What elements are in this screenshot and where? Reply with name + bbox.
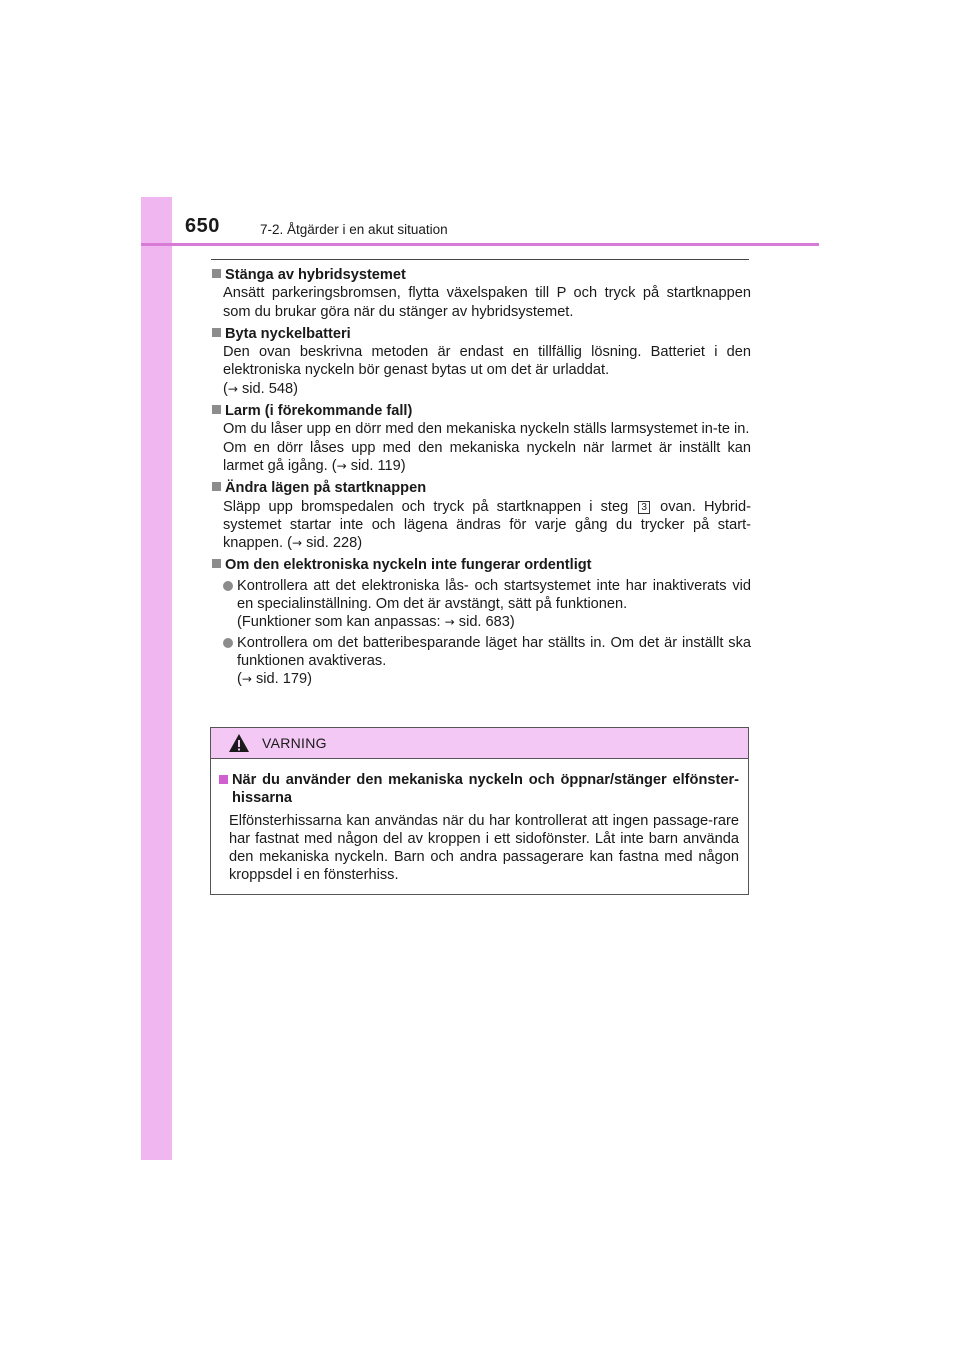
section-body: Släpp upp bromspedalen och tryck på startknappen i steg 3 ovan. Hybrid-systemet startar inte och lägena ändras för varje gång du trycker på start-knappen. (→ sid. 228) (223, 498, 751, 552)
section-hybrid-off (211, 266, 751, 321)
reference-link[interactable]: sid. 228 (306, 535, 358, 552)
arrow-right-icon: → (241, 672, 252, 687)
section-body: Om du låser upp en dörr med den mekaniska nyckeln ställs larmsystemet in-te in. Om en dörr låses upp med den mekaniska nyckeln när larmet är inställt kan larmet gå igång. (→ sid. 119) (223, 421, 751, 474)
reference-link[interactable]: sid. 548 (242, 380, 294, 397)
square-bullet-icon (212, 328, 221, 337)
warning-title: VARNING (262, 735, 327, 751)
square-bullet-icon (212, 559, 221, 568)
list-item: Kontrollera om det batteribesparande läget har ställts in. Om det är inställt ska funktionen avaktiveras. (→ sid. 179) (211, 634, 751, 689)
section-body: Den ovan beskrivna metoden är endast en tillfällig lösning. Batteriet i den elektroniska nyckeln bör genast bytas ut om det är urladdat. (→ sid. 548) (223, 344, 751, 397)
section-key-malfunction (211, 556, 751, 688)
content-divider (211, 259, 749, 260)
section-start-button-modes (211, 479, 751, 552)
arrow-right-icon: → (291, 536, 303, 551)
section-body: Ansätt parkeringsbromsen, flytta växelspaken till P och tryck på startknappen som du brukar göra när du stänger av hybridsystemet. (223, 285, 751, 320)
section-alarm (211, 402, 751, 475)
warning-header (211, 728, 748, 759)
warning-box (210, 727, 749, 895)
warning-triangle-icon (228, 733, 250, 753)
section-key-battery (211, 325, 751, 398)
square-bullet-icon (219, 775, 228, 784)
section-heading: Byta nyckelbatteri (211, 325, 751, 343)
section-heading: Ändra lägen på startknappen (211, 479, 751, 497)
square-bullet-icon (212, 405, 221, 414)
round-bullet-icon (223, 638, 233, 648)
arrow-right-icon: → (336, 458, 347, 473)
round-bullet-icon (223, 581, 233, 591)
arrow-right-icon: → (444, 615, 455, 630)
square-bullet-icon (212, 269, 221, 278)
page-reference: (→ sid. 548) (223, 380, 298, 397)
arrow-right-icon: → (227, 381, 238, 396)
list-item: Kontrollera att det elektroniska lås- och startsystemet inte har inaktiverats vid en specialinställning. Om det är avstängt, sätt på funktionen. (Funktioner som kan anpassas: → sid. 683) (211, 577, 751, 632)
reference-link[interactable]: sid. 683 (458, 614, 510, 631)
warning-heading: När du använder den mekaniska nyckeln och öppnar/stänger elfönster-hissarna (217, 771, 739, 808)
header-divider (141, 243, 819, 246)
chapter-tab-band (141, 197, 172, 1160)
section-heading: Larm (i förekommande fall) (211, 402, 751, 420)
section-heading: Stänga av hybridsystemet (211, 266, 751, 284)
page-content (211, 266, 751, 693)
step-number-badge: 3 (638, 501, 650, 514)
section-heading: Om den elektroniska nyckeln inte fungerar ordentligt (211, 556, 751, 574)
section-title: 7-2. Åtgärder i en akut situation (260, 222, 448, 237)
warning-body (211, 759, 748, 885)
reference-link[interactable]: sid. 179 (256, 671, 308, 688)
square-bullet-icon (212, 482, 221, 491)
page-number: 650 (185, 215, 220, 237)
reference-link[interactable]: sid. 119 (350, 457, 401, 474)
warning-text: Elfönsterhissarna kan användas när du har kontrollerat att ingen passage-rare har fastnat med någon del av kroppen i ett sidofönster. Låt inte barn använda den mekaniska nyckeln. Barn och andra passagerare kan fastna med någon kroppsdel i en fönsterhiss. (229, 812, 739, 884)
